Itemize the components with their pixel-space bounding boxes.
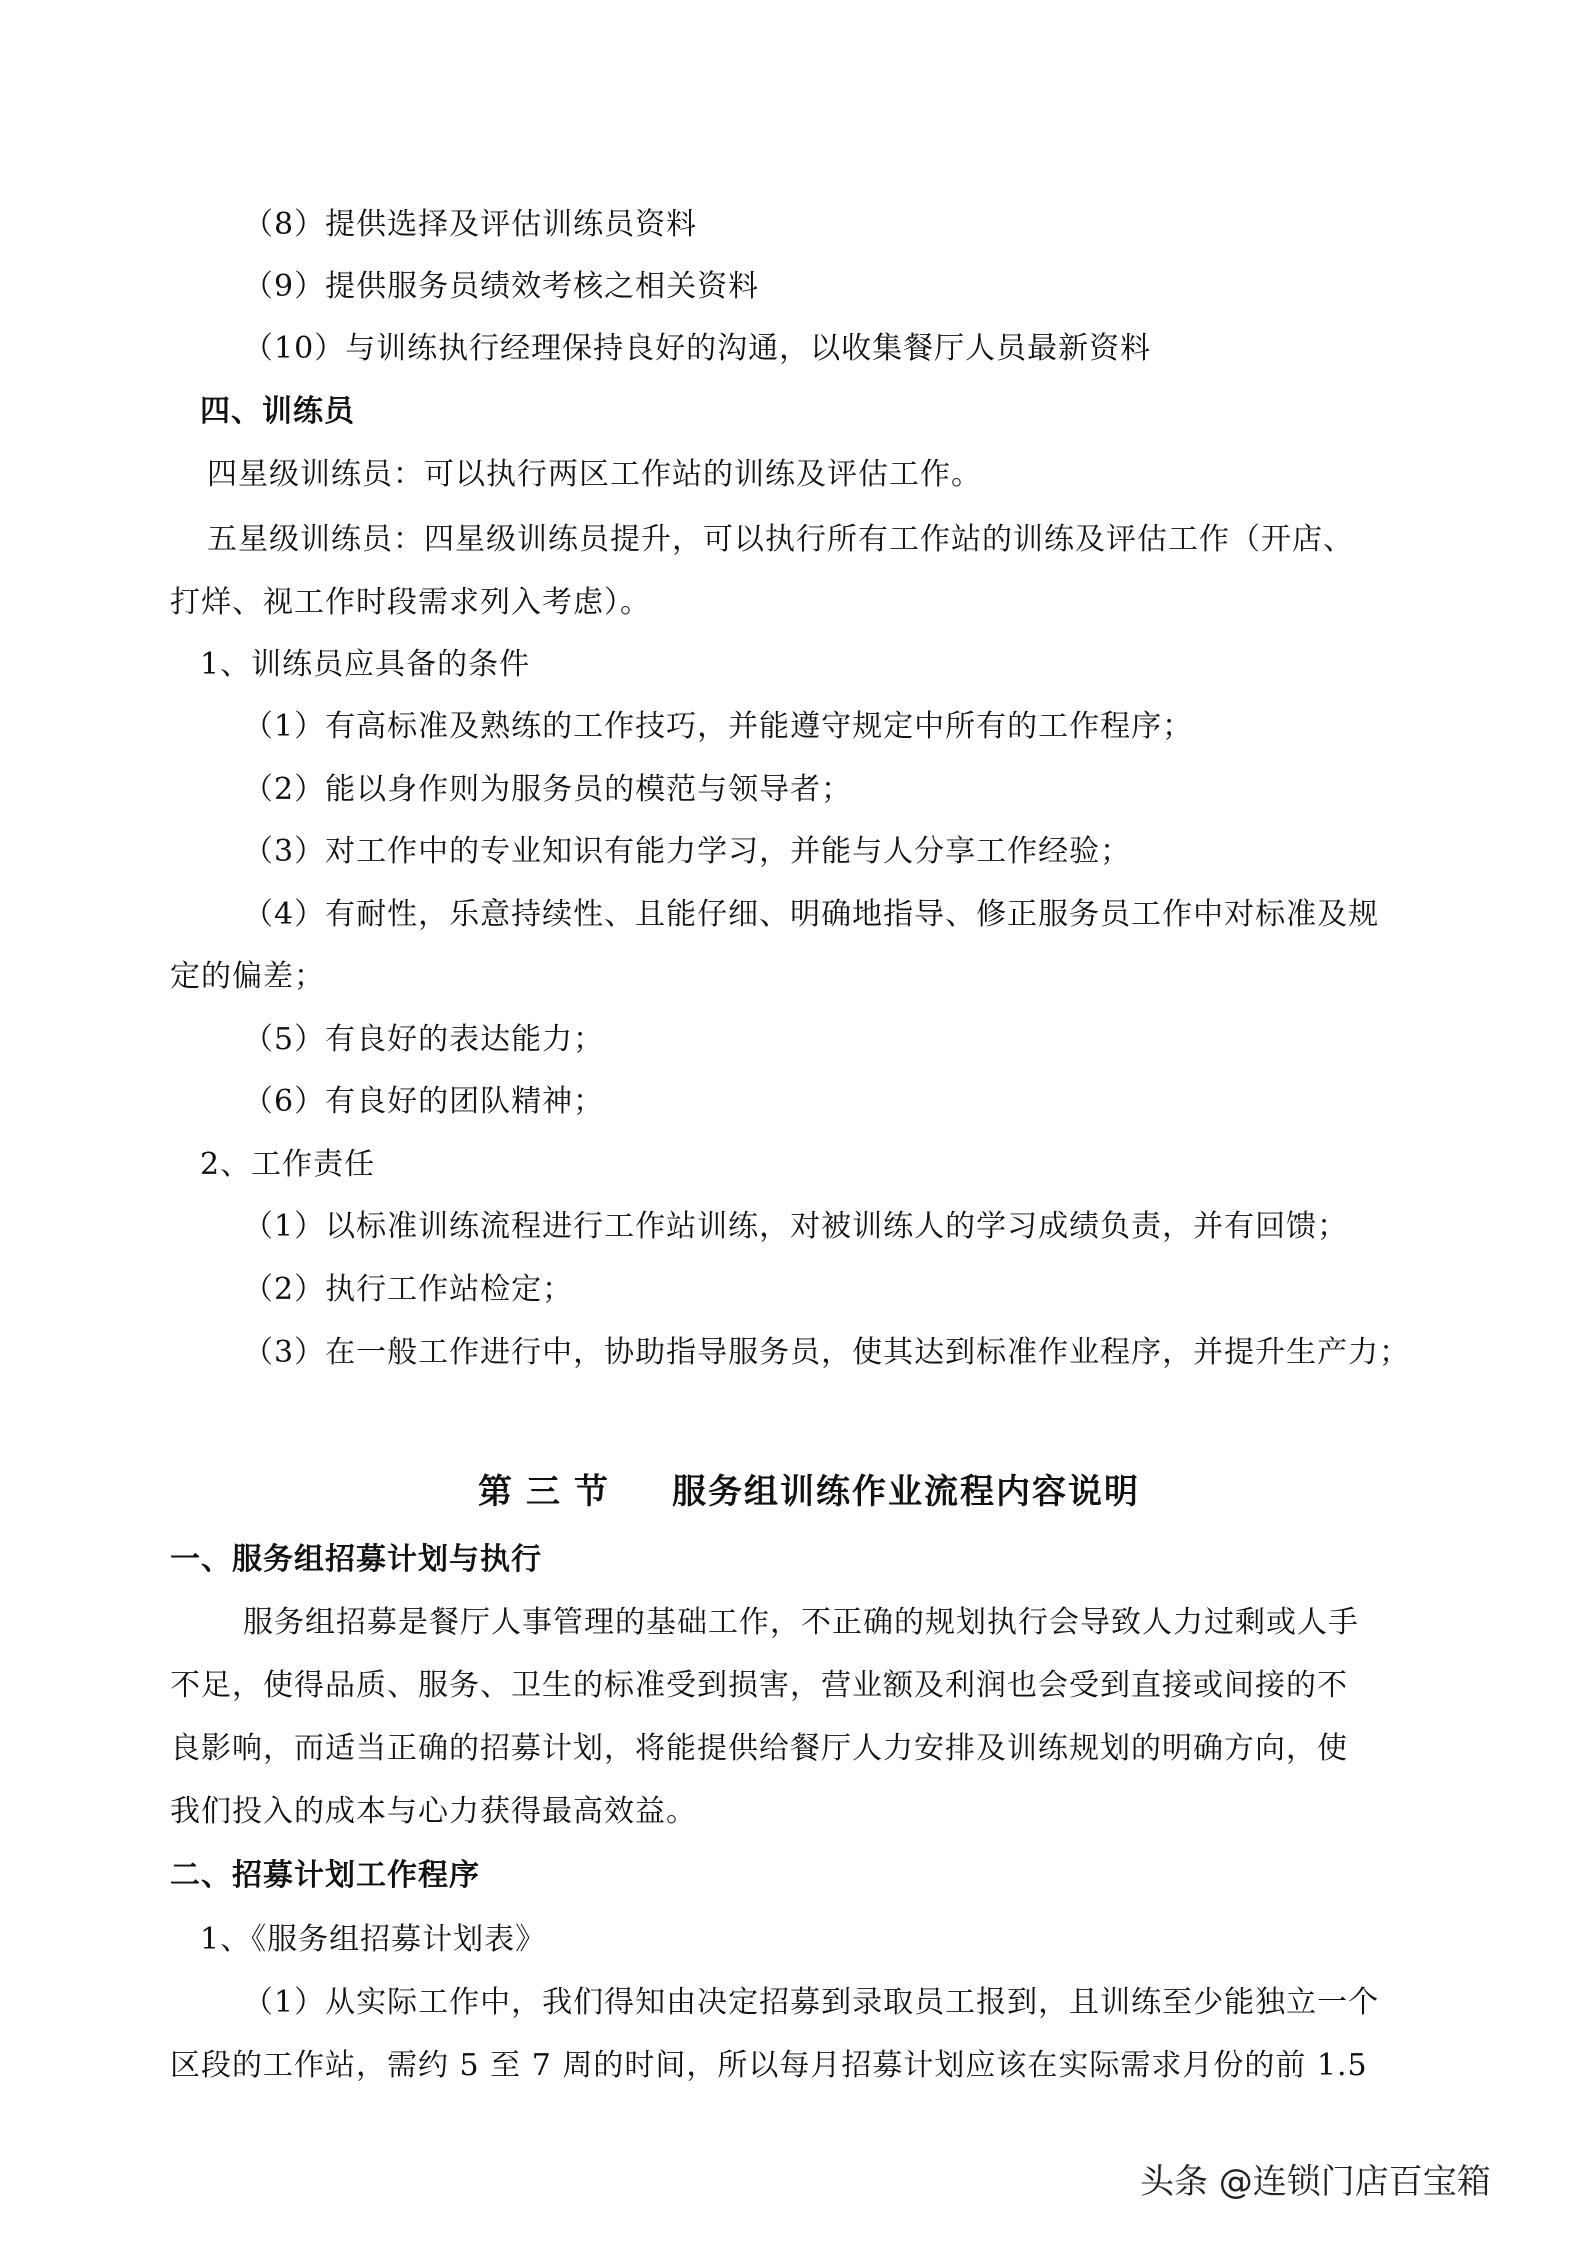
list-item-9: （9）提供服务员绩效考核之相关资料 — [243, 269, 760, 304]
condition-item-4-line2: 定的偏差； — [170, 959, 325, 994]
para-recruit-line4: 我们投入的成本与心力获得最高效益。 — [170, 1794, 697, 1829]
para-four-star: 四星级训练员：可以执行两区工作站的训练及评估工作。 — [207, 457, 982, 492]
procedure-item-1-line1: （1）从实际工作中，我们得知由决定招募到录取员工报到，且训练至少能独立一个 — [243, 1985, 1380, 2020]
section-number: 第三节 — [478, 1472, 622, 1512]
subheading-conditions: 1、训练员应具备的条件 — [200, 647, 531, 682]
list-item-10: （10）与训练执行经理保持良好的沟通，以收集餐厅人员最新资料 — [243, 331, 1152, 366]
list-item-8: （8）提供选择及评估训练员资料 — [243, 207, 698, 242]
responsibility-item-2: （2）执行工作站检定； — [243, 1272, 574, 1307]
condition-item-5: （5）有良好的表达能力； — [243, 1022, 605, 1057]
heading-recruit-plan: 一、服务组招募计划与执行 — [170, 1542, 542, 1577]
subheading-responsibilities: 2、工作责任 — [200, 1147, 376, 1182]
condition-item-1: （1）有高标准及熟练的工作技巧，并能遵守规定中所有的工作程序； — [243, 709, 1194, 744]
heading-trainer: 四、训练员 — [200, 394, 355, 429]
condition-item-6: （6）有良好的团队精神； — [243, 1084, 605, 1119]
condition-item-2: （2）能以身作则为服务员的模范与领导者； — [243, 772, 853, 807]
condition-item-3: （3）对工作中的专业知识有能力学习，并能与人分享工作经验； — [243, 834, 1132, 869]
responsibility-item-3: （3）在一般工作进行中，协助指导服务员，使其达到标准作业程序，并提升生产力； — [243, 1335, 1411, 1370]
para-recruit-line2: 不足，使得品质、服务、卫生的标准受到损害，营业额及利润也会受到直接或间接的不 — [170, 1668, 1348, 1703]
heading-recruit-procedure: 二、招募计划工作程序 — [170, 1858, 480, 1893]
section-title-text: 服务组训练作业流程内容说明 — [672, 1472, 1140, 1512]
para-five-star-line2: 打烊、视工作时段需求列入考虑）。 — [170, 585, 651, 620]
procedure-item-1-line2: 区段的工作站，需约 5 至 7 周的时间，所以每月招募计划应该在实际需求月份的前 1.5 — [170, 2048, 1368, 2083]
para-recruit-line3: 良影响，而适当正确的招募计划，将能提供给餐厅人力安排及训练规划的明确方向，使 — [170, 1731, 1348, 1766]
subheading-recruit-table: 1、《服务组招募计划表》 — [200, 1922, 547, 1957]
para-recruit-line1: 服务组招募是餐厅人事管理的基础工作，不正确的规划执行会导致人力过剩或人手 — [243, 1605, 1359, 1640]
condition-item-4-line1: （4）有耐性，乐意持续性、且能仔细、明确地指导、修正服务员工作中对标准及规 — [243, 897, 1380, 932]
para-five-star-line1: 五星级训练员：四星级训练员提升，可以执行所有工作站的训练及评估工作（开店、 — [207, 522, 1354, 557]
watermark: 头条 @连锁门店百宝箱 — [1140, 2162, 1491, 2202]
section-title — [478, 1470, 1140, 1514]
responsibility-item-1: （1）以标准训练流程进行工作站训练，对被训练人的学习成绩负责，并有回馈； — [243, 1209, 1349, 1244]
